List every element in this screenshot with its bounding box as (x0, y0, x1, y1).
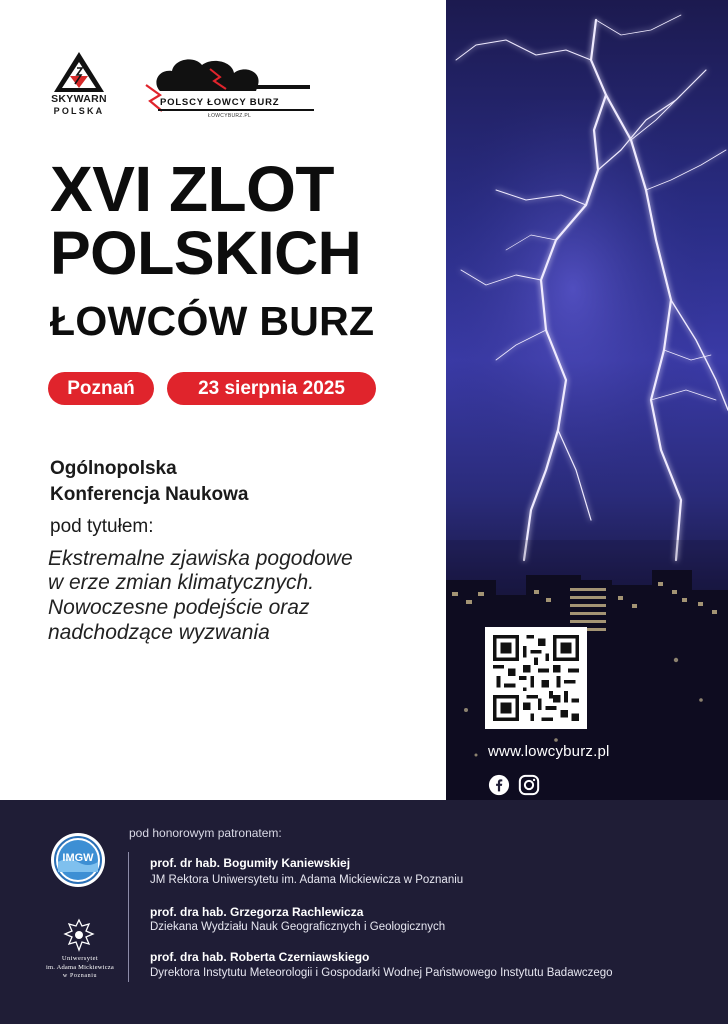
social-links (488, 774, 540, 796)
imgw-text: IMGW (62, 852, 94, 864)
skywarn-name: SKYWARN (51, 93, 107, 105)
plb-url: ŁOWCYBURZ.PL (208, 113, 252, 119)
title-line-3: ŁOWCÓW BURZ (50, 298, 375, 344)
under-title-label: pod tytułem: (50, 516, 154, 537)
plb-name: POLSCY ŁOWCY BURZ (160, 97, 280, 108)
facebook-icon[interactable] (488, 774, 510, 796)
conference-line-2: Konferencja Naukowa (50, 484, 249, 505)
title-line-1: XVI ZLOT (50, 153, 334, 225)
skywarn-sub: POLSKA (53, 106, 105, 116)
patron-name: prof. dra hab. Grzegorza Rachlewicza (150, 905, 364, 919)
uam-name-3: w Poznaniu (62, 973, 98, 979)
conference-line-1: Ogólnopolska (50, 458, 177, 479)
patronage-footer (0, 800, 728, 1024)
divider (128, 852, 129, 982)
subtitle-line-3: Nowoczesne podejście oraz (48, 596, 310, 619)
patron-role: Dziekana Wydziału Nauk Geograficznych i Geologicznych (150, 921, 446, 933)
subtitle-line-2: w erze zmian klimatycznych. (48, 571, 315, 594)
qr-code[interactable] (485, 627, 587, 729)
patronage-label: pod honorowym patronatem: (129, 826, 282, 840)
patron-role: Dyrektora Instytutu Meteorologii i Gospodarki Wodnej Państwowego Instytutu Badawczego (150, 967, 613, 979)
uam-crest-icon (62, 918, 96, 954)
patron-name: prof. dr hab. Bogumiły Kaniewskiej (150, 856, 351, 870)
instagram-icon[interactable] (518, 774, 540, 796)
title-line-2: POLSKICH (50, 219, 362, 287)
city-badge: Poznań (48, 372, 154, 405)
patron-role: JM Rektora Uniwersytetu im. Adama Mickiewicza w Poznaniu (150, 874, 464, 886)
uam-name-1: Uniwersytet (61, 955, 99, 962)
subtitle-line-1: Ekstremalne zjawiska pogodowe (48, 547, 353, 570)
date-badge: 23 sierpnia 2025 (167, 372, 376, 405)
subtitle-line-4: nadchodzące wyzwania (48, 621, 270, 644)
uam-name-2: im. Adama Mickiewicza (46, 964, 114, 971)
website-link[interactable]: www.lowcyburz.pl (488, 743, 610, 760)
patron-name: prof. dra hab. Roberta Czerniawskiego (150, 950, 370, 964)
